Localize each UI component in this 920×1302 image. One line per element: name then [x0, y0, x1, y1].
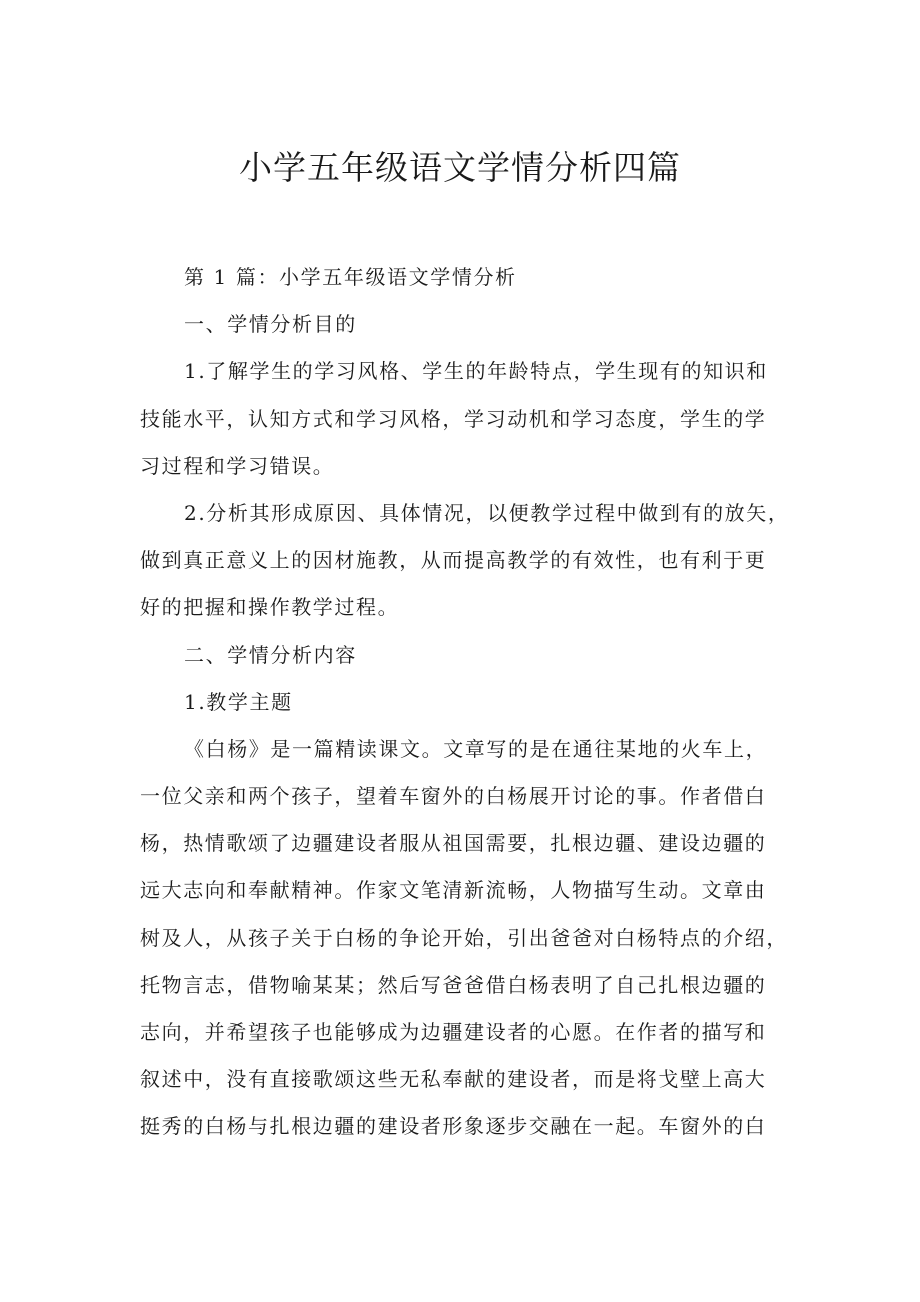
text-line: 树及人，从孩子关于白杨的争论开始，引出爸爸对白杨特点的介绍，	[140, 925, 788, 950]
text-line: 挺秀的白杨与扎根边疆的建设者形象逐步交融在一起。车窗外的白	[140, 1114, 767, 1139]
text-line: 技能水平，认知方式和学习风格，学习动机和学习态度，学生的学	[140, 406, 767, 431]
text-line: 《白杨》是一篇精读课文。文章写的是在通往某地的火车上，	[184, 736, 768, 761]
text-line: 好的把握和操作教学过程。	[140, 595, 400, 620]
text-line: 托物言志，借物喻某某；然后写爸爸借白杨表明了自己扎根边疆的	[140, 972, 767, 997]
text-line: 远大志向和奉献精神。作家文笔清新流畅，人物描写生动。文章由	[140, 878, 767, 903]
text-line: 杨，热情歌颂了边疆建设者服从祖国需要，扎根边疆、建设边疆的	[140, 831, 767, 856]
text-line: 习过程和学习错误。	[140, 453, 335, 478]
text-line: 做到真正意义上的因材施教，从而提高教学的有效性，也有利于更	[140, 548, 767, 573]
document-title: 小学五年级语文学情分析四篇	[239, 148, 681, 187]
text-line: 一位父亲和两个孩子，望着车窗外的白杨展开讨论的事。作者借白	[140, 784, 767, 809]
text-line: 志向，并希望孩子也能够成为边疆建设者的心愿。在作者的描写和	[140, 1020, 767, 1044]
text-line: 1.教学主题	[184, 689, 293, 714]
text-line: 叙述中，没有直接歌颂这些无私奉献的建设者，而是将戈壁上高大	[140, 1067, 767, 1092]
text-line: 二、学情分析内容	[184, 642, 357, 667]
text-line: 2.分析其形成原因、具体情况，以便教学过程中做到有的放矢，	[184, 500, 790, 525]
text-line: 第 1 篇：小学五年级语文学情分析	[184, 265, 517, 289]
document-body	[140, 254, 800, 1151]
text-line: 1.了解学生的学习风格、学生的年龄特点，学生现有的知识和	[184, 359, 768, 384]
text-line: 一、学情分析目的	[184, 312, 357, 337]
